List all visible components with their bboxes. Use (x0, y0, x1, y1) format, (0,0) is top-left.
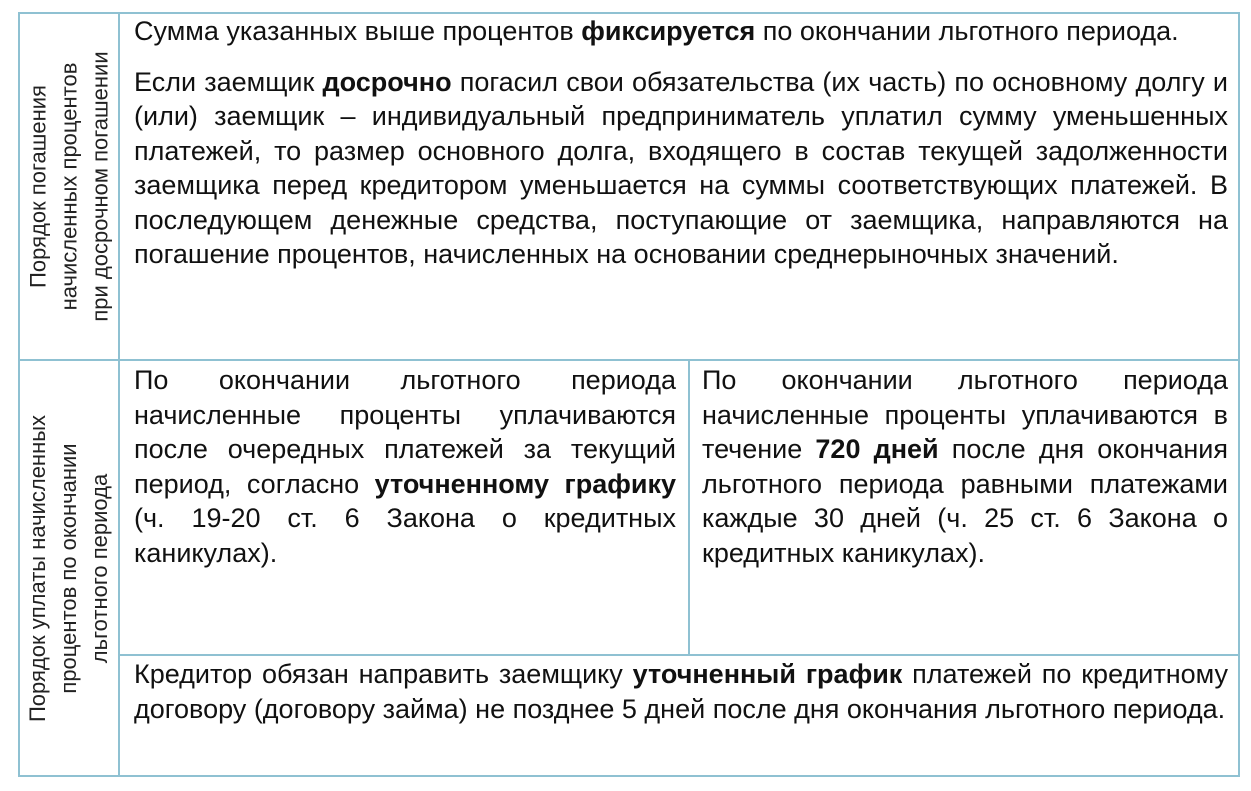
row2-side-label-line: льготного периода (87, 473, 113, 663)
row2-bottom-content-cell (134, 657, 1228, 726)
row2-bottom-paragraph: Кредитор обязан направить заемщику уточненный график платежей по кредитному договору (договору займа) не позднее 5 дней после дня окончания льготного периода. (134, 659, 1228, 724)
row1-side-label-line: начисленных процентов (56, 62, 82, 311)
table-divider-horizontal (20, 359, 1238, 361)
row1-side-label-line: Порядок погашения (25, 85, 51, 288)
row2-side-label-cell (20, 361, 118, 775)
row1-side-label-line: при досрочном погашении (87, 51, 113, 322)
row1-side-label-cell (20, 14, 118, 359)
row2-left-paragraph: По окончании льготного периода начисленные проценты уплачиваются после очередных платежей за текущий период, согласно уточненному графику (ч. 19-20 ст. 6 Закона о кредитных каникулах). (134, 365, 676, 568)
row2-side-label-line: процентов по окончании (56, 442, 82, 694)
row2-side-label-line: Порядок уплаты начисленных (25, 414, 51, 722)
row1-content-cell (134, 14, 1228, 359)
row2-right-content-cell (702, 363, 1228, 570)
table-divider-vertical (118, 14, 120, 775)
table-divider-horizontal-inner (120, 654, 1238, 656)
table-divider-vertical-inner (688, 361, 690, 654)
row1-side-label (23, 51, 116, 321)
row2-side-label (23, 414, 116, 721)
row2-right-paragraph: По окончании льготного периода начисленные проценты уплачиваются в течение 720 дней после дня окончания льготного периода равными платежами каждые 30 дней (ч. 25 ст. 6 Закона о кредитных каникулах). (702, 365, 1228, 568)
row1-paragraph-fixed-sum: Сумма указанных выше процентов фиксируется по окончании льготного периода. (134, 16, 1179, 46)
row2-left-content-cell (134, 363, 676, 570)
info-table (18, 12, 1240, 777)
row1-paragraph-early-repayment: Если заемщик досрочно погасил свои обязательства (их часть) по основному долгу и (или) заемщик – индивидуальный предприниматель уплатил сумму уменьшенных платежей, то размер основного долга, входящего в состав текущей задолженности заемщика перед кредитором уменьшается на суммы соответствующих платежей. В последующем денежные средства, поступающие от заемщика, направляются на погашение процентов, начисленных на основании среднерыночных значений. (134, 66, 1228, 269)
